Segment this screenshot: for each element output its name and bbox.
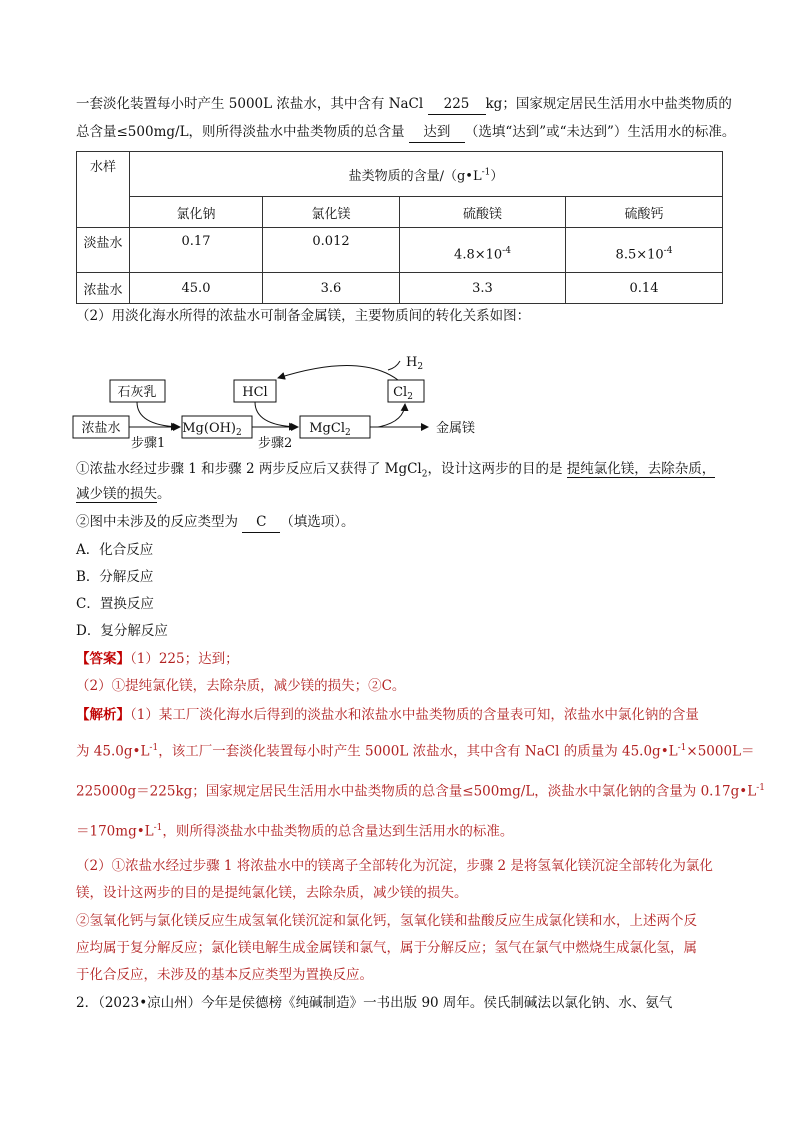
column-header: 硫酸镁 [400, 197, 566, 228]
table-row [77, 273, 723, 304]
option-c: C．置换反应 [76, 596, 154, 612]
arrow-cl2 [378, 404, 405, 427]
salt-content-table [76, 151, 723, 304]
column-header: 氯化钠 [130, 197, 263, 228]
label-cl2: $Cl_2$ [393, 385, 413, 402]
table-cell: 3.6 [263, 273, 400, 304]
table-cell: $8.5\times 10^{-4}$ [566, 228, 723, 273]
column-header: 氯化镁 [263, 197, 400, 228]
arrow-h2 [388, 361, 400, 370]
question-2-1: ①浓盐水经过步骤 1 和步骤 2 两步反应后又获得了 MgCl$_2$，设计这两步的目的是 提纯氯化镁，去除杂质， [76, 461, 716, 480]
table-cell: 0.14 [566, 273, 723, 304]
table-cell: 0.012 [263, 228, 400, 273]
label-step2: 步骤2 [258, 436, 293, 450]
label-hcl: HCl [242, 385, 268, 400]
analysis-p2-line-1: （2）①浓盐水经过步骤 1 将浓盐水中的镁离子全部转化为沉淀，步骤 2 是将氢氧化镁沉淀全部转化为氯化 [76, 858, 713, 874]
table-cell: $4.8\times 10^{-4}$ [400, 228, 566, 273]
table-row [77, 228, 723, 273]
row-label: 淡盐水 [77, 228, 130, 273]
analysis-p3-line-1: ②氢氧化钙与氯化镁反应生成氢氧化镁沉淀和氯化钙，氢氧化镁和盐酸反应生成氯化镁和水，上述两个反 [76, 913, 697, 929]
analysis-line-1: 【解析】（1）某工厂淡化海水后得到的淡盐水和浓盐水中盐类物质的含量表可知，浓盐水中氯化钠的含量 [76, 707, 699, 723]
intro-line-2 [76, 122, 735, 143]
question-2-2: ②图中未涉及的反应类型为 C （填选项）。 [76, 512, 355, 533]
analysis-line-2: 为 $45.0g•L^{-1}$，该工厂一套淡化装置每小时产生 5000L 浓盐水，其中含有 NaCl 的质量为 $45.0g•L^{-1}\times 5000L=$ [76, 743, 755, 760]
answer-blank-standard: 达到 [409, 122, 465, 143]
intro-text: 一套淡化装置每小时产生 5000L 浓盐水，其中含有 NaCl [76, 96, 428, 112]
arrow-cycle [278, 365, 398, 380]
analysis-p2-line-2: 镁，设计这两步的目的是提纯氯化镁，去除杂质，减少镁的损失。 [76, 885, 468, 901]
label-product: 金属镁 [436, 421, 476, 436]
table-cell: 0.17 [130, 228, 263, 273]
answer-blank-nacl: 225 [428, 94, 486, 115]
label-h2: $H_2$ [406, 355, 424, 372]
row-label: 浓盐水 [77, 273, 130, 304]
intro-text: （选填“达到”或“未达到”）生活用水的标准。 [464, 124, 736, 140]
table-cell: 45.0 [130, 273, 263, 304]
label-brine: 浓盐水 [81, 421, 121, 436]
intro-text: kg；国家规定居民生活用水中盐类物质的 [485, 96, 732, 112]
table-group-header: 盐类物质的含量$/(g•L^{-1})$ [130, 152, 723, 197]
label-lime: 石灰乳 [117, 385, 157, 400]
option-b: B．分解反应 [76, 569, 154, 585]
answer-line-2: （2）①提纯氯化镁，去除杂质，减少镁的损失；②C。 [76, 678, 406, 694]
answer-blank-purpose-2: 减少镁的损失 [76, 486, 157, 502]
analysis-line-3: 225000g＝225kg；国家规定居民生活用水中盐类物质的总含量≤500mg/L，淡盐水中氯化钠的含量为 $0.17g•L^{-1}$ [76, 783, 766, 800]
answer-blank-reaction: C [242, 512, 280, 533]
question-2-1-cont: 减少镁的损失。 [76, 486, 171, 502]
arrow-lime [137, 402, 178, 427]
analysis-p3-line-3: 于化合反应，未涉及的基本反应类型为置换反应。 [76, 967, 373, 983]
answer-tag: 【答案】 [76, 651, 130, 667]
analysis-tag: 【解析】 [76, 707, 130, 723]
option-a: A．化合反应 [76, 542, 154, 558]
column-header: 硫酸钙 [566, 197, 723, 228]
label-mgcl2: MgCl$_2$ [309, 421, 351, 438]
arrow-hcl [255, 402, 296, 427]
magnesium-flow-diagram [0, 340, 794, 450]
option-d: D．复分解反应 [76, 623, 168, 639]
label-step1: 步骤1 [131, 436, 166, 450]
table-cell: 3.3 [400, 273, 566, 304]
analysis-line-4: $=170mg•L^{-1}$，则所得淡盐水中盐类物质的总含量达到生活用水的标准。 [76, 823, 514, 840]
answer-blank-purpose-1: 提纯氯化镁，去除杂质， [566, 461, 716, 477]
analysis-p3-line-2: 应均属于复分解反应；氯化镁电解生成金属镁和氯气，属于分解反应；氢气在氯气中燃烧生成氯化氢，属 [76, 940, 697, 956]
question-2-intro: （2）用淡化海水所得的浓盐水可制备金属镁，主要物质间的转化关系如图： [76, 308, 531, 324]
intro-text: 总含量≤500mg/L，则所得淡盐水中盐类物质的总含量 [76, 124, 409, 140]
table-corner-cell: 水样 [77, 152, 130, 228]
label-mgoh2: $Mg(OH)_2$ [182, 421, 242, 438]
intro-line-1 [76, 94, 732, 115]
next-question: 2．（2023•凉山州）今年是侯德榜《纯碱制造》一书出版 90 周年。侯氏制碱法以氯化钠、水、氨气 [76, 995, 673, 1011]
answer-line-1: 【答案】（1）225；达到； [76, 651, 239, 667]
